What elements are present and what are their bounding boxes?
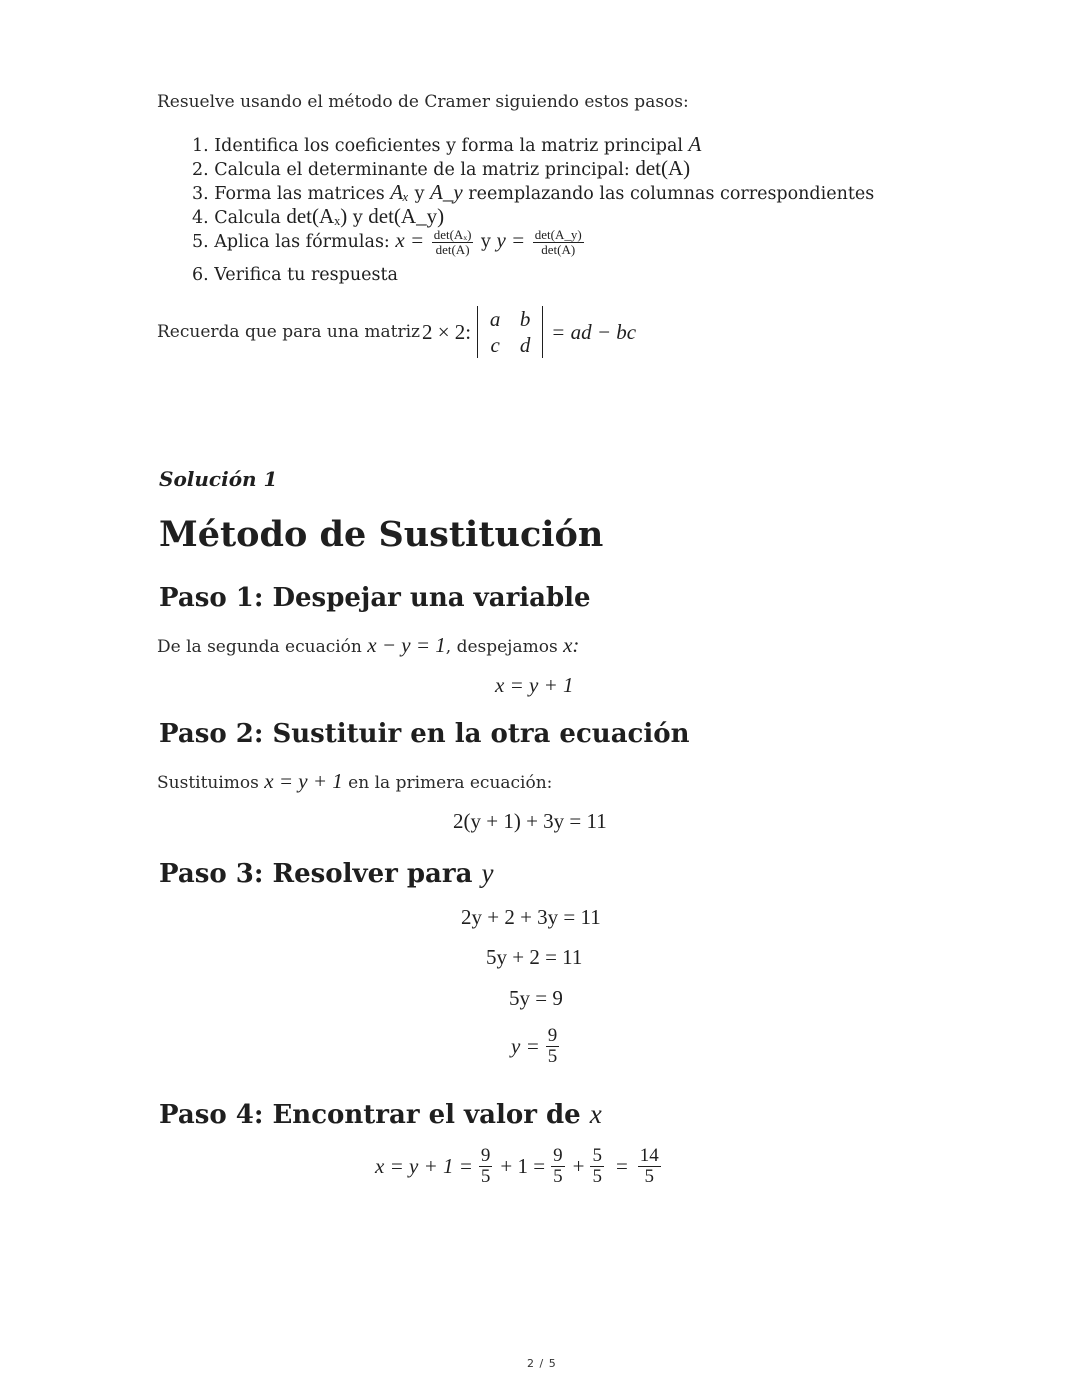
paso-3-heading: Paso 3: Resolver para y: [159, 858, 494, 889]
paso-1-heading: Paso 1: Despejar una variable: [159, 583, 591, 613]
step-6: 6. Verifica tu respuesta: [192, 265, 398, 285]
paso-3-line-2: 5y + 2 = 11: [486, 945, 583, 969]
solution-label: Solución 1: [159, 467, 278, 491]
step-5: 5. Aplica las fórmulas: x = $\frac{\text{det(Aₓ)}}{\det(A)}$ y y = $\frac{\det(A\_y)}{\det(A)}$: [192, 227, 582, 257]
step-1: 1. Identifica los coeficientes y forma la matriz principal A: [192, 132, 702, 156]
paso-3-line-1: 2y + 2 + 3y = 11: [461, 905, 601, 929]
step-2: 2. Calcula el determinante de la matriz principal: det(A): [192, 156, 691, 180]
paso-1-text: De la segunda ecuación x − y = 1, despejamos x:: [157, 633, 580, 657]
paso-1-formula: x = y + 1: [495, 673, 574, 697]
intro-text: Resuelve usando el método de Cramer siguiendo estos pasos:: [157, 92, 689, 112]
fraction-x: $\frac{\text{det(Aₓ)}}{\det(A)}$: [433, 227, 472, 257]
paso-2-heading: Paso 2: Sustituir en la otra ecuación: [159, 719, 690, 749]
page-title: Método de Sustitución: [159, 514, 604, 555]
determinant-matrix: a b c d: [477, 306, 543, 358]
page-number: 2 / 5: [527, 1357, 557, 1370]
paso-2-formula: 2(y + 1) + 3y = 11: [453, 809, 607, 833]
paso-4-formula: x = y + 1 = $\frac{9}{5}$ + 1 = $\frac{9}{5}$ + $\frac{5}{5}$ = $\frac{14}{5}$: [375, 1145, 659, 1187]
fraction-y: $\frac{\det(A\_y)}{\det(A)}$: [534, 227, 582, 257]
fraction-3: $\frac{5}{5}$: [592, 1145, 602, 1187]
step-4: 4. Calcula det(Aₓ) y det(A_y): [192, 204, 445, 228]
fraction-9-5: $\frac{9}{5}$: [547, 1025, 558, 1067]
step-3: 3. Forma las matrices Aₓ y A_y reemplazando las columnas correspondientes: [192, 180, 875, 204]
paso-4-heading: Paso 4: Encontrar el valor de x: [159, 1099, 602, 1130]
fraction-2: $\frac{9}{5}$: [553, 1145, 563, 1187]
fraction-4: $\frac{14}{5}$: [639, 1145, 659, 1187]
paso-2-text: Sustituimos x = y + 1 en la primera ecuación:: [157, 769, 553, 793]
paso-3-line-4: y = $\frac{9}{5}$: [511, 1025, 558, 1067]
paso-3-line-3: 5y = 9: [509, 986, 563, 1010]
fraction-1: $\frac{9}{5}$: [480, 1145, 491, 1187]
reminder: Recuerda que para una matriz 2 × 2: a b c d = ad − bc: [157, 307, 637, 357]
